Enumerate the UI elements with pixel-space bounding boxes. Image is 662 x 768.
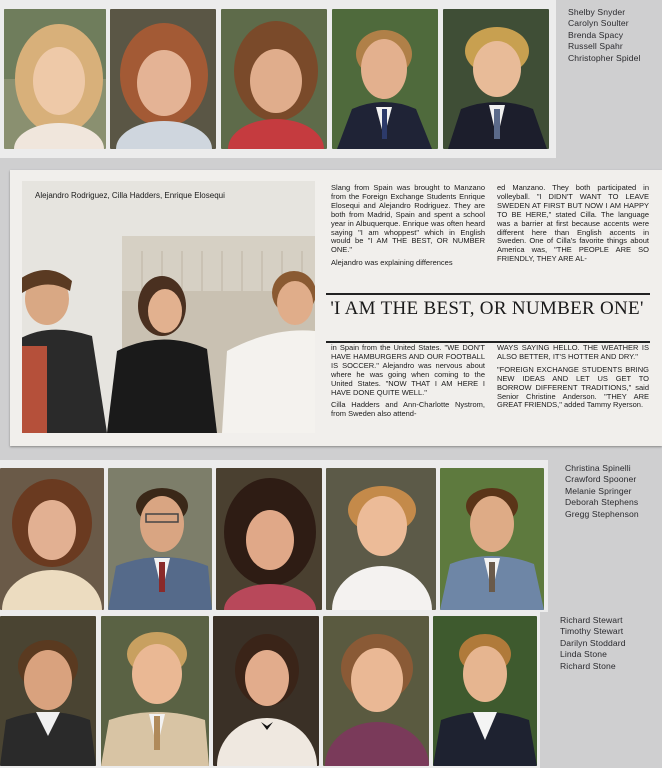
middle-names-list <box>565 463 639 520</box>
article-paragraph: in Spain from the United States. "WE DON'T HAVE HAMBURGERS AND OUR FOOTBALL IS SOCCER." Alejandro was nervous about where he was going when coming to the United States. "NOW THAT I AM HERE I HAVE DONE QUITE WELL." <box>331 343 485 397</box>
article-column-2-bottom <box>497 344 649 414</box>
student-name: Brenda Spacy <box>568 29 624 40</box>
photo-caption: Alejandro Rodriguez, Cilla Hadders, Enrique Elosequi <box>35 191 225 200</box>
portrait-photo <box>443 9 549 149</box>
portrait-photo <box>216 468 322 610</box>
top-names-list <box>568 7 641 64</box>
portrait-photo <box>110 9 216 149</box>
feature-group-photo <box>22 181 315 433</box>
bottom-portrait-strip <box>0 612 662 768</box>
portrait-photo <box>323 616 429 766</box>
student-name: Deborah Stephens <box>565 497 639 508</box>
article-paragraph: WAYS SAYING HELLO. THE WEATHER IS ALSO BETTER, IT'S HOTTER AND DRY." <box>497 343 649 361</box>
student-name: Carolyn Soulter <box>568 18 629 29</box>
portrait-photo <box>332 9 438 149</box>
top-portrait-strip <box>0 0 662 160</box>
student-name: Linda Stone <box>560 649 607 660</box>
portrait-photo <box>440 468 544 610</box>
portrait-photo <box>4 9 106 149</box>
headline-rule-top <box>326 293 650 295</box>
student-name: Melanie Springer <box>565 485 632 496</box>
student-name: Richard Stewart <box>560 615 623 625</box>
article-column-2-top <box>497 184 649 268</box>
portrait-photo <box>108 468 212 610</box>
article-column-1-bottom <box>331 344 485 423</box>
article-paragraph: "FOREIGN EXCHANGE STUDENTS BRING NEW IDEAS AND LET US GET TO BORROW DIFFERENT TRADITIONS," said Senior Christine Anderson. "THEY ARE GREAT FRIENDS," added Tammy Ryerson. <box>497 364 649 410</box>
student-name: Christopher Spidel <box>568 52 641 63</box>
portrait-photo <box>213 616 319 766</box>
portrait-photo <box>101 616 209 766</box>
student-name: Christina Spinelli <box>565 463 631 473</box>
article-column-1-top <box>331 184 485 272</box>
article-paragraph: Cilla Hadders and Ann-Charlotte Nystrom, from Sweden also attend- <box>331 400 485 419</box>
article-paragraph: Alejandro was explaining differences <box>331 258 453 268</box>
student-name: Russell Spahr <box>568 41 623 52</box>
portrait-photo <box>0 468 104 610</box>
student-name: Timothy Stewart <box>560 626 624 637</box>
student-name: Gregg Stephenson <box>565 508 639 519</box>
portrait-photo <box>433 616 537 766</box>
article-paragraph: Slang from Spain was brought to Manzano from the Foreign Exchange Students Enrique Elosequi and Alejandro Rodriguez. They are both from Madrid, Spain and spent a school year in Albuquerque. Enrique was often heard saying "I am whoppest" which in English would be "I AM THE BEST, OR NUMBER ONE." <box>331 183 485 255</box>
student-name: Crawford Spooner <box>565 474 637 485</box>
bottom-names-list <box>560 615 626 672</box>
student-name: Darilyn Stoddard <box>560 637 626 648</box>
portrait-photo <box>0 616 96 766</box>
portrait-photo <box>221 9 327 149</box>
student-name: Shelby Snyder <box>568 7 626 17</box>
article-paragraph: ed Manzano. They both participated in volleyball. "I DIDN'T WANT TO LEAVE SWEDEN AT FIRST BUT NOW I AM HAPPY TO BE HERE," stated Cilla. The language was a barrier at first because accents were different here than English accents in Sweden. One of Cilla's favorite things about America was, "THE PEOPLE ARE SO FRIENDLY, THEY ARE AL- <box>497 183 649 264</box>
article-headline: 'I AM THE BEST, OR NUMBER ONE' <box>330 298 644 319</box>
middle-portrait-strip <box>0 460 662 610</box>
portrait-photo <box>326 468 436 610</box>
student-name: Richard Stone <box>560 660 616 671</box>
